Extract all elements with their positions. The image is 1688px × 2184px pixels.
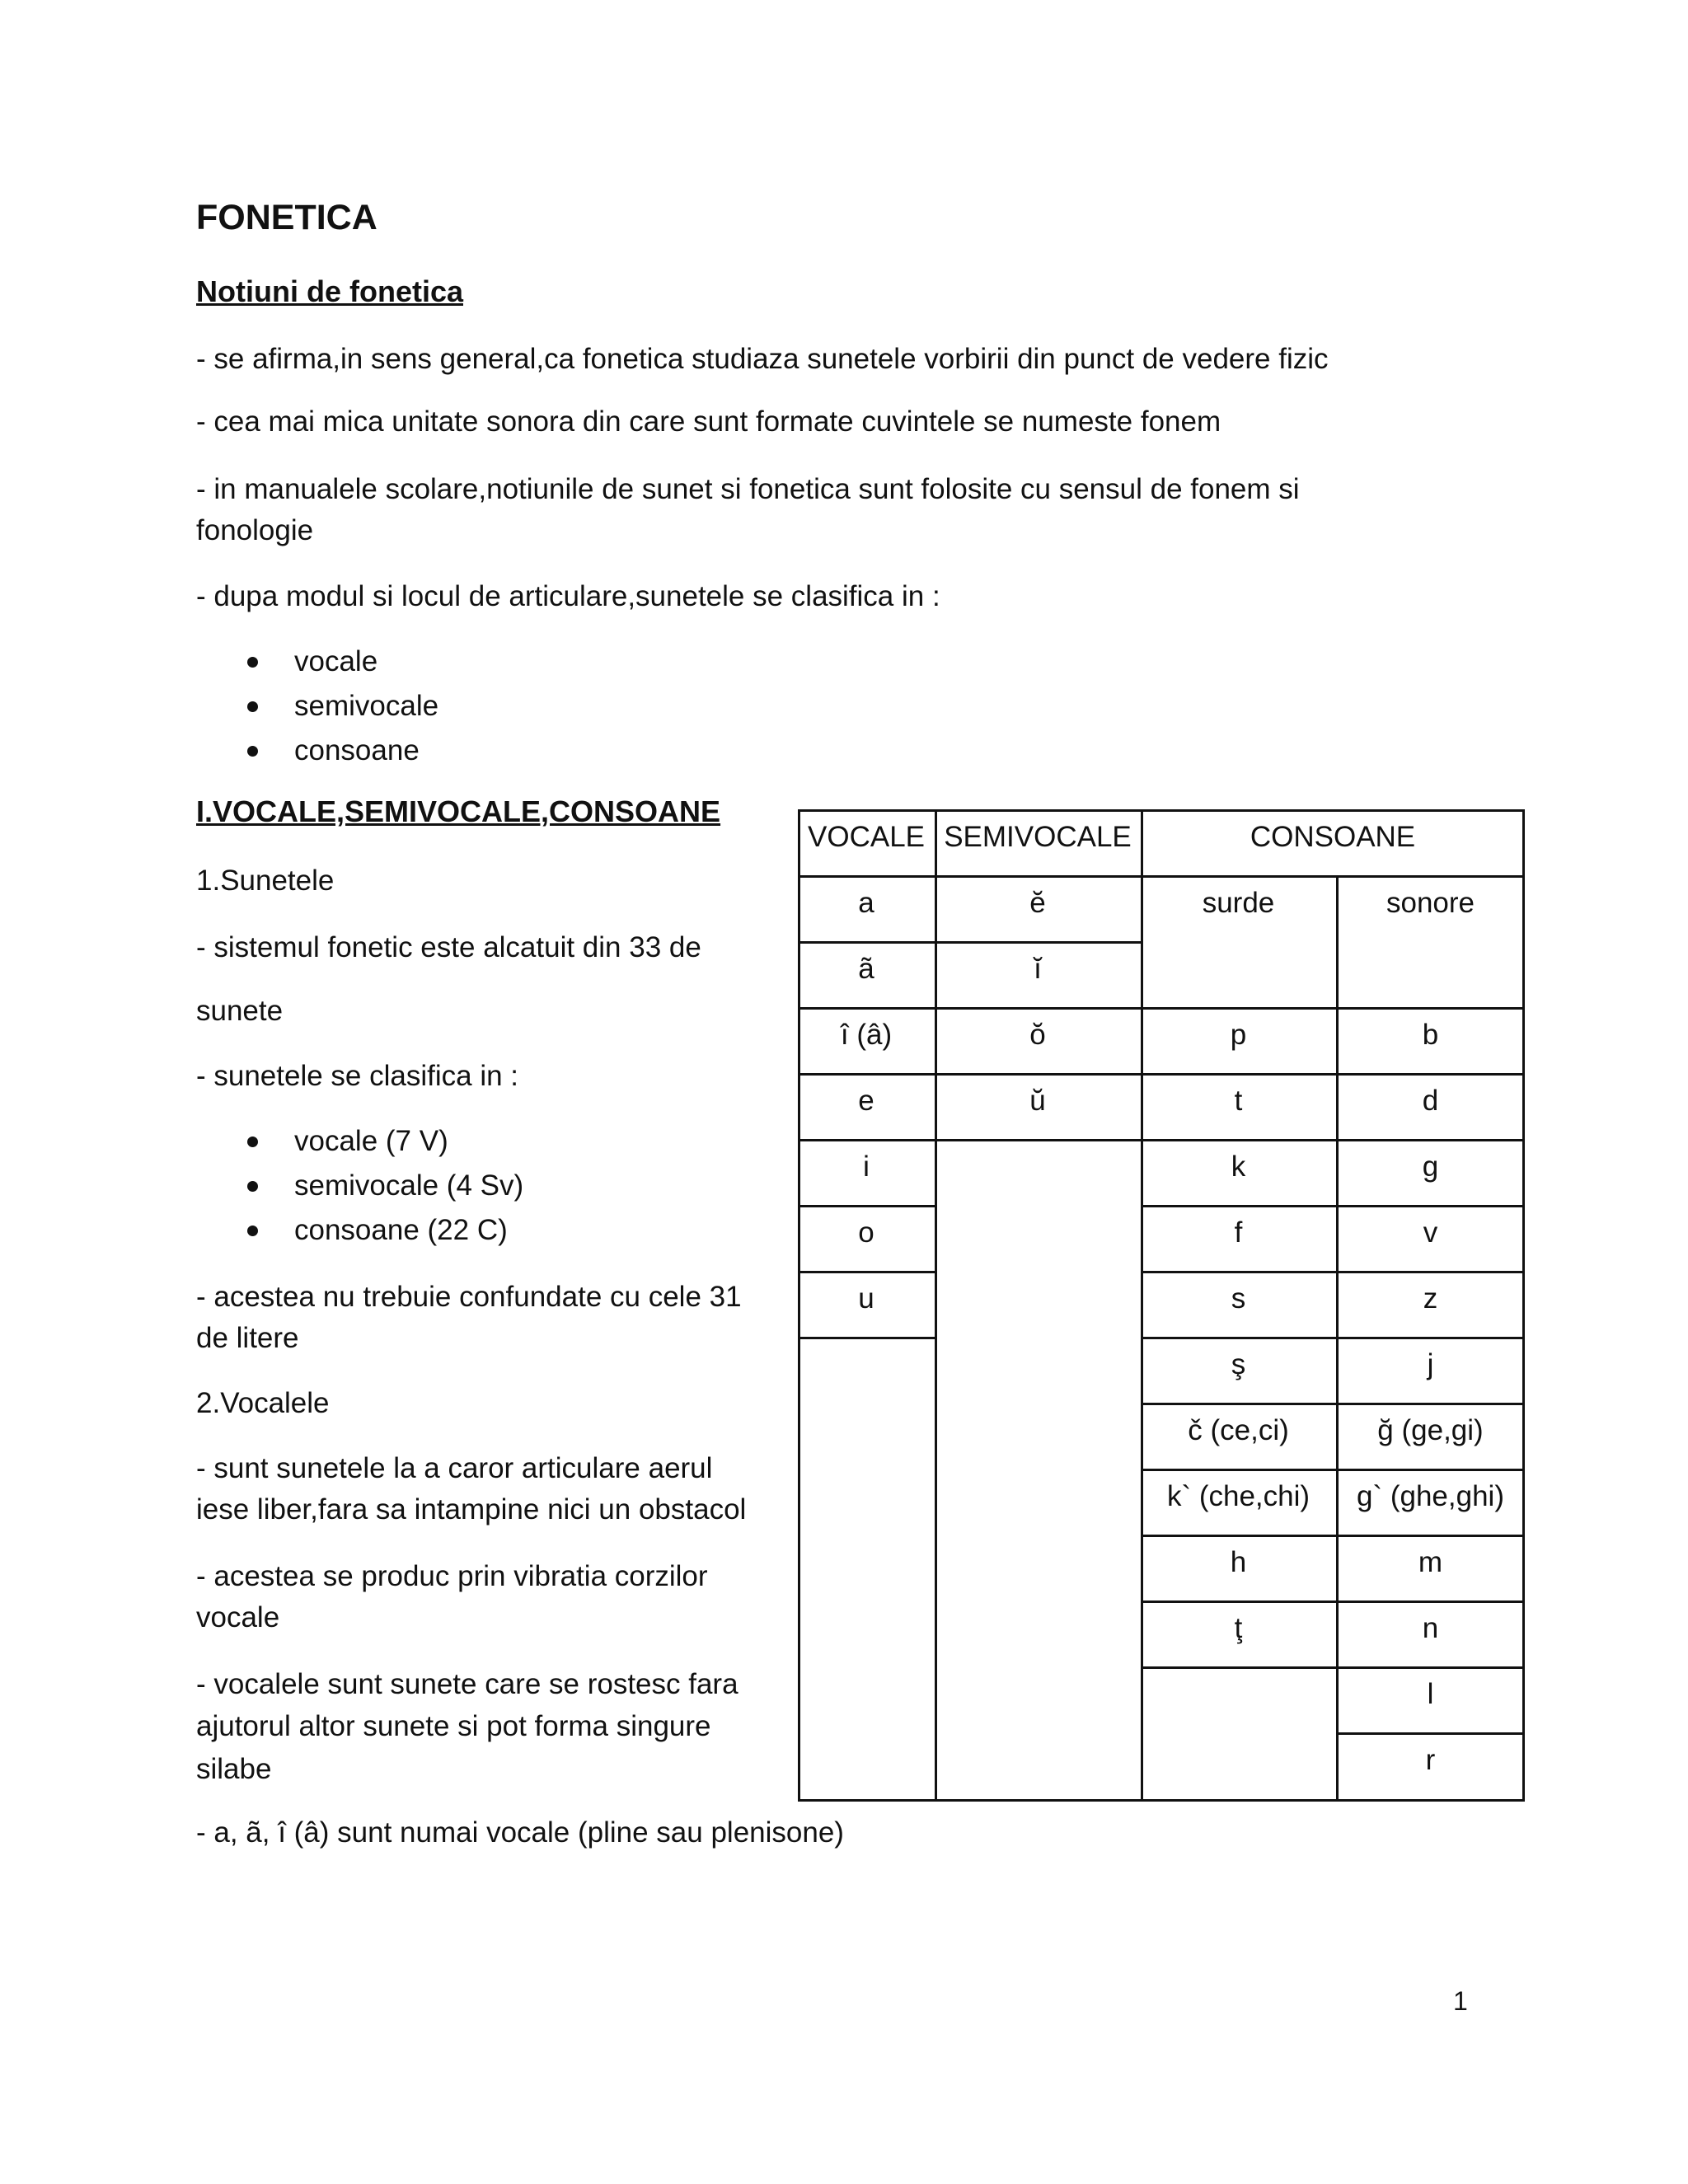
table-cell-surda: h	[1230, 1546, 1247, 1578]
table-cell-surda: f	[1234, 1216, 1243, 1249]
list-item: semivocale	[247, 684, 438, 729]
subsection-heading: 1.Sunetele	[196, 865, 335, 897]
header-semivocale: SEMIVOCALE	[944, 821, 1132, 853]
paragraph-line: silabe	[196, 1753, 272, 1785]
table-cell-surda: ţ	[1234, 1612, 1243, 1644]
paragraph-line: - sunt sunetele la a caror articulare aerul	[196, 1452, 713, 1484]
table-cell-sonora: g` (ghe,ghi)	[1357, 1480, 1504, 1512]
table-cell-surda: t	[1234, 1085, 1243, 1117]
paragraph-line: - a, ã, î (â) sunt numai vocale (pline sau plenisone)	[196, 1816, 844, 1849]
list-item: vocale	[247, 640, 438, 684]
bullet-list-sound-types	[247, 640, 438, 773]
paragraph-line: fonologie	[196, 514, 314, 546]
table-cell-sonora: ğ (ge,gi)	[1377, 1414, 1484, 1446]
list-item: semivocale (4 Sv)	[247, 1164, 523, 1208]
paragraph-line: - acestea nu trebuie confundate cu cele 31	[196, 1281, 742, 1313]
table-cell-sonora: v	[1423, 1216, 1438, 1249]
table-cell-sonora: g	[1422, 1151, 1439, 1183]
section-heading-notiuni: Notiuni de fonetica	[196, 274, 463, 308]
table-cell-surda: k` (che,chi)	[1166, 1480, 1311, 1512]
list-item: consoane (22 C)	[247, 1208, 523, 1253]
paragraph-line: - sunetele se clasifica in :	[196, 1060, 519, 1092]
table-cell-semivocala: ŏ	[1029, 1019, 1046, 1051]
paragraph-line: - cea mai mica unitate sonora din care sunt formate cuvintele se numeste fonem	[196, 405, 1221, 438]
paragraph-line: - se afirma,in sens general,ca fonetica studiaza sunetele vorbirii din punct de vedere fizic	[196, 343, 1329, 375]
subsection-heading: 2.Vocalele	[196, 1387, 330, 1419]
subheader-sonore: sonore	[1386, 887, 1475, 919]
paragraph-line: de litere	[196, 1322, 299, 1354]
table-cell-sonora: m	[1418, 1546, 1443, 1578]
table-cell-vocala: a	[858, 887, 874, 919]
paragraph-line: ajutorul altor sunete si pot forma singure	[196, 1710, 711, 1742]
paragraph-line: - sistemul fonetic este alcatuit din 33 de	[196, 931, 701, 963]
table-cell-vocala: u	[858, 1282, 874, 1315]
table-cell-sonora: n	[1422, 1612, 1439, 1644]
table-cell-sonora: d	[1422, 1085, 1439, 1117]
table-cell-semivocala: ĭ	[1034, 953, 1042, 985]
table-cell-semivocala: ŭ	[1029, 1085, 1046, 1117]
table-cell-surda: ş	[1231, 1348, 1246, 1380]
table-cell-vocala: o	[858, 1216, 874, 1249]
paragraph-line: - in manualele scolare,notiunile de sunet si fonetica sunt folosite cu sensul de fonem si	[196, 473, 1300, 505]
table-cell-vocala: î (â)	[840, 1019, 893, 1051]
table-cell-sonora: z	[1423, 1282, 1438, 1315]
table-cell-semivocala: ĕ	[1029, 887, 1046, 919]
subheader-surde: surde	[1202, 887, 1275, 919]
table-cell-vocala: e	[858, 1085, 874, 1117]
header-consoane: CONSOANE	[1250, 821, 1416, 853]
paragraph-line: iese liber,fara sa intampine nici un obstacol	[196, 1493, 747, 1526]
table-cell-vocala: i	[863, 1151, 870, 1183]
page-title: FONETICA	[196, 198, 377, 237]
table-cell-sonora: b	[1422, 1019, 1439, 1051]
paragraph-line: sunete	[196, 995, 284, 1027]
paragraph-line: - vocalele sunt sunete care se rostesc fara	[196, 1668, 738, 1700]
paragraph-line: - acestea se produc prin vibratia corzilor	[196, 1560, 708, 1592]
table-cell-surda: č (ce,ci)	[1188, 1414, 1289, 1446]
table-cell-sonora: l	[1427, 1678, 1434, 1710]
table-cell-vocala: ã	[858, 953, 874, 985]
paragraph-line: - dupa modul si locul de articulare,sunetele se clasifica in :	[196, 580, 940, 612]
table-cell-surda: s	[1231, 1282, 1246, 1315]
table-cell-sonora: r	[1425, 1744, 1436, 1776]
table-cell-sonora: j	[1427, 1348, 1434, 1380]
section-heading-vocale: I.VOCALE,SEMIVOCALE,CONSOANE	[196, 794, 721, 828]
paragraph-line: vocale	[196, 1601, 280, 1633]
sounds-table	[798, 809, 1525, 1802]
list-item: vocale (7 V)	[247, 1119, 523, 1164]
page-number: 1	[1453, 1986, 1468, 2016]
header-vocale: VOCALE	[808, 821, 925, 853]
table-cell-surda: k	[1231, 1151, 1246, 1183]
table-cell-surda: p	[1230, 1019, 1247, 1051]
list-item: consoane	[247, 729, 438, 773]
bullet-list-counts	[247, 1119, 523, 1253]
